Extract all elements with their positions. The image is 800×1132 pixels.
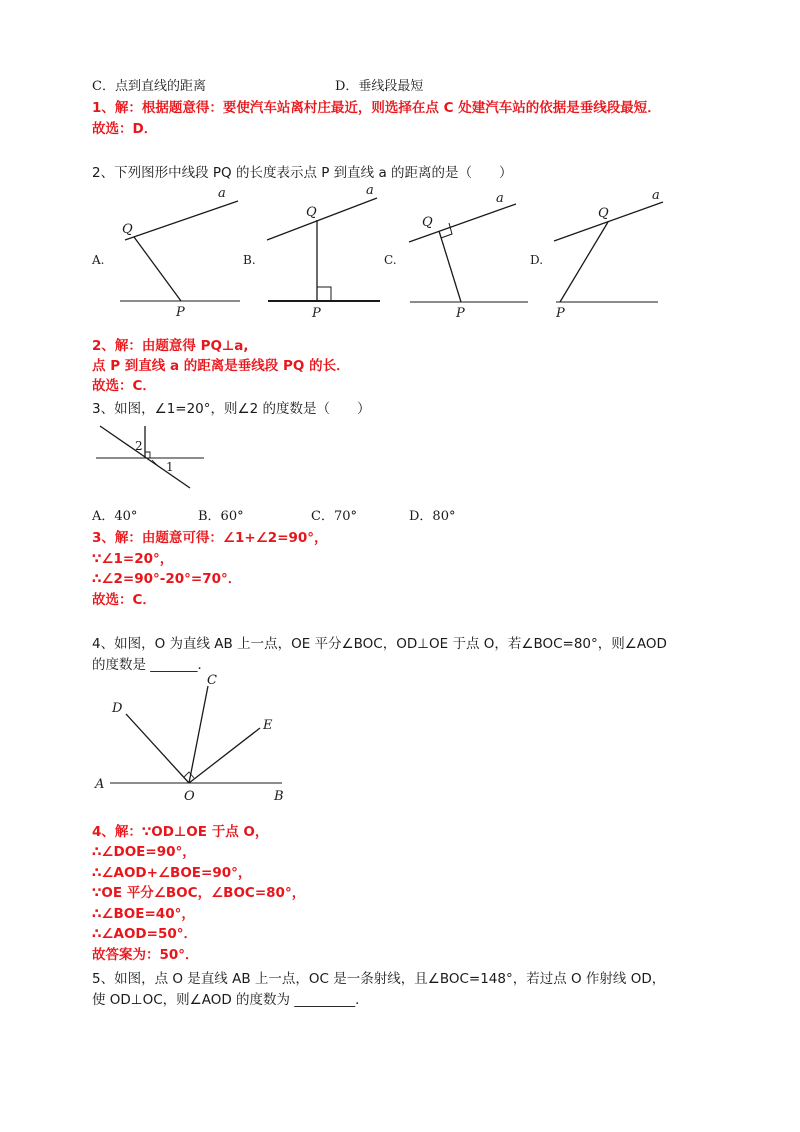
answer3-line1: 3、解：由题意可得：∠1+∠2=90°， [92, 530, 328, 546]
question2-stem: 2、下列图形中线段 PQ 的长度表示点 P 到直线 a 的距离的是（ ） [92, 165, 513, 181]
answer4-line3: ∴∠AOD+∠BOE=90°， [92, 865, 252, 881]
angle2-label: 2 [135, 439, 143, 453]
label-a: a [652, 188, 660, 203]
answer1-line2: 故选：D． [92, 121, 158, 137]
answer4-line2: ∴∠DOE=90°， [92, 844, 196, 860]
label-a: a [496, 191, 504, 206]
answer2-line3: 故选：C． [92, 378, 156, 394]
q3-choice-d: D．80° [409, 509, 456, 524]
label-p: P [312, 306, 321, 321]
q2-figure-c [404, 185, 534, 320]
question3-stem: 3、如图，∠1=20°，则∠2 的度数是（ ） [92, 401, 371, 417]
answer4-line7: 故答案为：50°． [92, 947, 199, 963]
label-p: P [456, 306, 465, 321]
label-o: O [184, 789, 195, 804]
q3-choice-c: C．70° [311, 509, 357, 524]
answer3-line4: 故选：C． [92, 592, 156, 608]
option-c: C．点到直线的距离 [92, 79, 206, 94]
segment-pq [439, 231, 461, 302]
question5-stem-line2: 使 OD⊥OC，则∠AOD 的度数为 _________． [92, 992, 369, 1008]
line-a [267, 198, 377, 240]
answer2-line2: 点 P 到直线 a 的距离是垂线段 PQ 的长． [92, 358, 350, 374]
q2-option-a-label: A. [92, 253, 105, 267]
label-d: D [112, 701, 123, 716]
segment-pq [560, 222, 608, 302]
label-q: Q [598, 206, 609, 221]
option-d: D．垂线段最短 [335, 79, 424, 94]
ray-od [126, 714, 189, 783]
label-c: C [207, 673, 217, 688]
q2-figure-b [262, 180, 387, 320]
answer3-line3: ∴∠2=90°-20°=70°． [92, 571, 242, 587]
label-q: Q [422, 215, 433, 230]
ray-oc [189, 686, 208, 783]
q2-figure-d [548, 185, 673, 320]
label-a: a [366, 183, 374, 198]
q2-option-d-label: D. [530, 253, 544, 267]
angle1-label: 1 [166, 460, 174, 474]
label-b: B [274, 789, 284, 804]
answer3-line2: ∵∠1=20°， [92, 551, 174, 567]
right-angle-mark [317, 287, 331, 301]
q2-figure-a [110, 185, 250, 320]
answer4-line4: ∵OE 平分∠BOC，∠BOC=80°， [92, 885, 306, 901]
question4-stem-line2: 的度数是 _______． [92, 657, 212, 673]
line-a [125, 201, 238, 240]
label-q: Q [122, 222, 133, 237]
q2-option-b-label: B. [243, 253, 256, 267]
ray-oe [189, 728, 260, 783]
label-e: E [263, 718, 273, 733]
question4-stem-line1: 4、如图，O 为直线 AB 上一点，OE 平分∠BOC，OD⊥OE 于点 O，若∠BOC=80°，则∠AOD [92, 636, 667, 652]
q4-figure [90, 672, 300, 807]
label-a: A [95, 777, 105, 792]
answer1-line1: 1、解：根据题意得：要使汽车站离村庄最近，则选择在点 C 处建汽车站的依据是垂线段最短． [92, 100, 661, 116]
answer4-line1: 4、解：∵OD⊥OE 于点 O， [92, 824, 269, 840]
question5-stem-line1: 5、如图，点 O 是直线 AB 上一点，OC 是一条射线，且∠BOC=148°，若过点 O 作射线 OD， [92, 971, 666, 987]
right-angle-mark [184, 772, 194, 778]
label-q: Q [306, 205, 317, 220]
q3-choice-a: A．40° [92, 509, 138, 524]
q2-option-c-label: C. [384, 253, 397, 267]
q3-figure [92, 420, 207, 495]
label-p: P [176, 305, 185, 320]
label-p: P [556, 306, 565, 321]
segment-pq [134, 237, 181, 301]
angle1-arc [152, 460, 159, 467]
q3-choice-b: B．60° [198, 509, 244, 524]
answer4-line5: ∴∠BOE=40°， [92, 906, 195, 922]
answer2-line1: 2、解：由题意得 PQ⊥a, [92, 338, 249, 354]
label-a: a [218, 186, 226, 201]
answer4-line6: ∴∠AOD=50°． [92, 926, 197, 942]
